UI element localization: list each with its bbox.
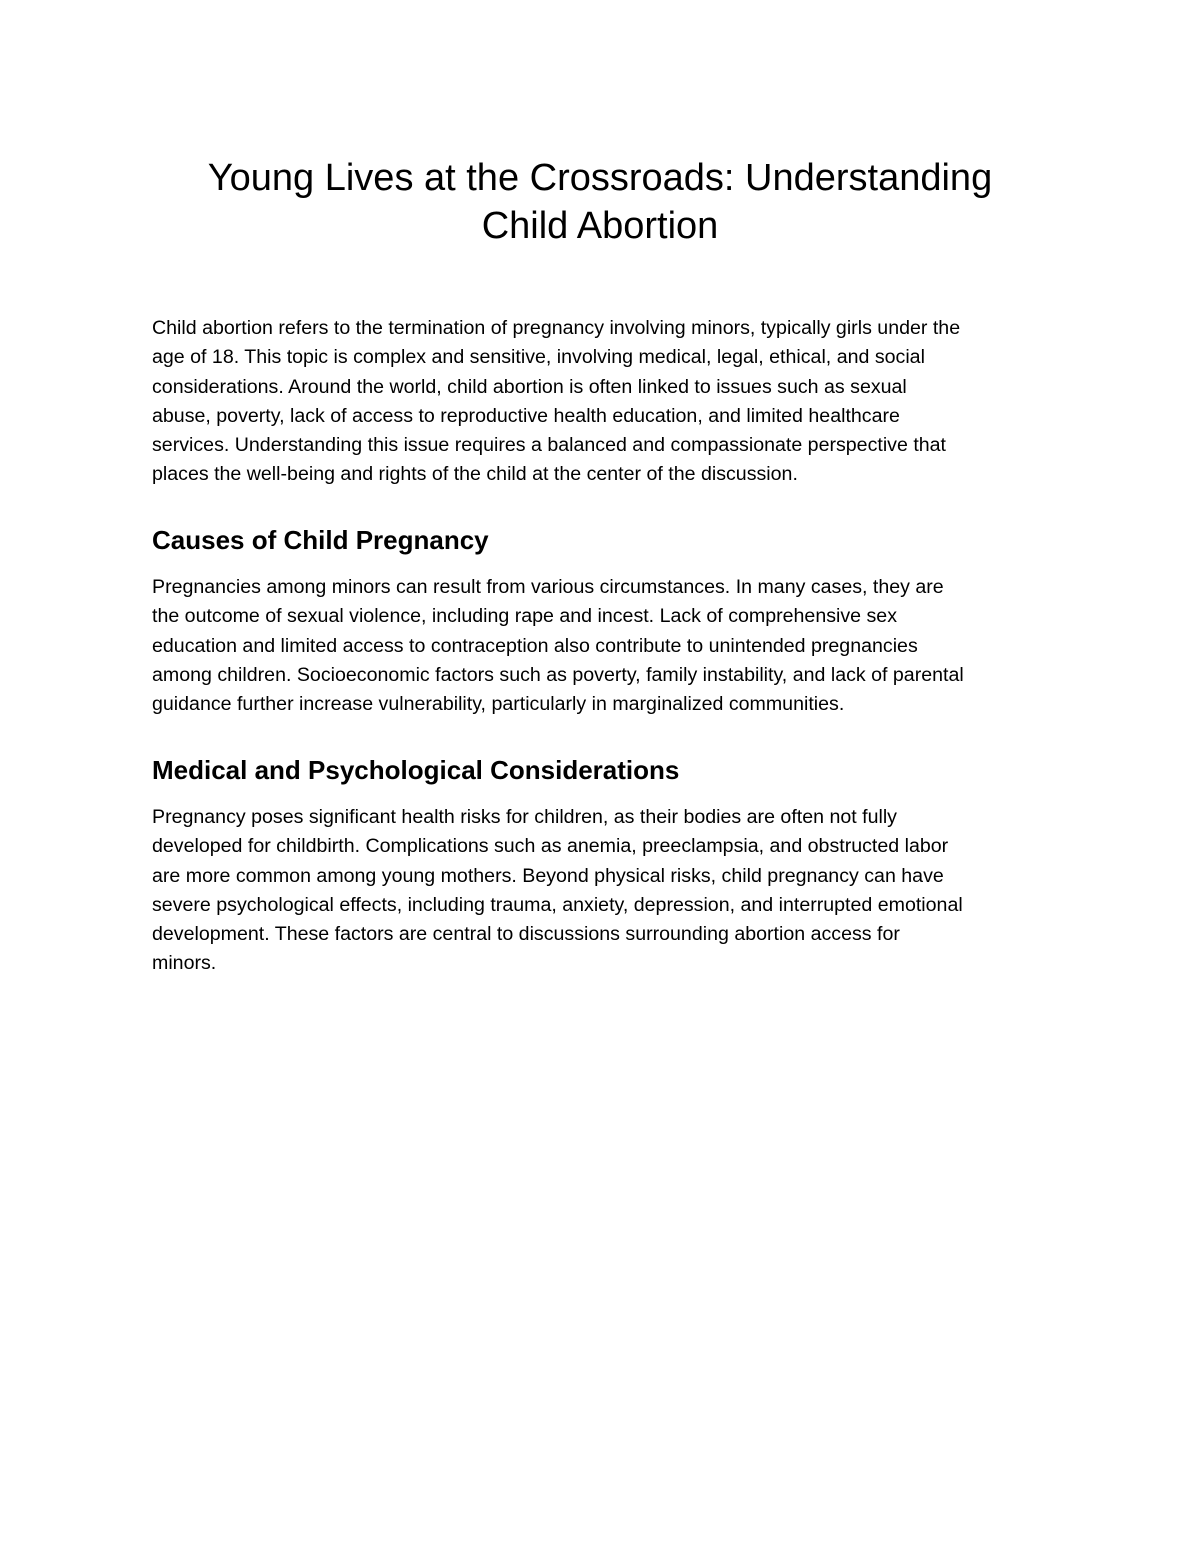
section-body-causes: Pregnancies among minors can result from various circumstances. In many cases, they are the outcome of sexual violence, including rape and incest. Lack of comprehensive sex education and limited access to contraception also contribute to unintended pregnancies among children. Socioeconomic factors such as poverty, family instability, and lack of parental guidance further increase vulnerability, particularly in marginalized communities. <box>152 576 964 716</box>
section-heading-causes: Causes of Child Pregnancy <box>152 525 489 555</box>
intro-paragraph: Child abortion refers to the termination of pregnancy involving minors, typically girls under the age of 18. This topic is complex and sensitive, involving medical, legal, ethical, and social considerations. Around the world, child abortion is often linked to issues such as sexual abuse, poverty, lack of access to reproductive health education, and limited healthcare services. Understanding this issue requires a balanced and compassionate perspective that places the well-being and rights of the child at the center of the discussion. <box>152 317 961 486</box>
document-title: Young Lives at the Crossroads: Understanding Child Abortion <box>207 157 993 247</box>
section-body-medical: Pregnancy poses significant health risks for children, as their bodies are often not fully developed for childbirth. Complications such as anemia, preeclampsia, and obstructed labor are more common among young mothers. Beyond physical risks, child pregnancy can have severe psychological effects, including trauma, anxiety, depression, and interrupted emotional development. These factors are central to discussions surrounding abortion access for minors. <box>152 806 963 975</box>
section-heading-medical: Medical and Psychological Considerations <box>152 755 680 785</box>
